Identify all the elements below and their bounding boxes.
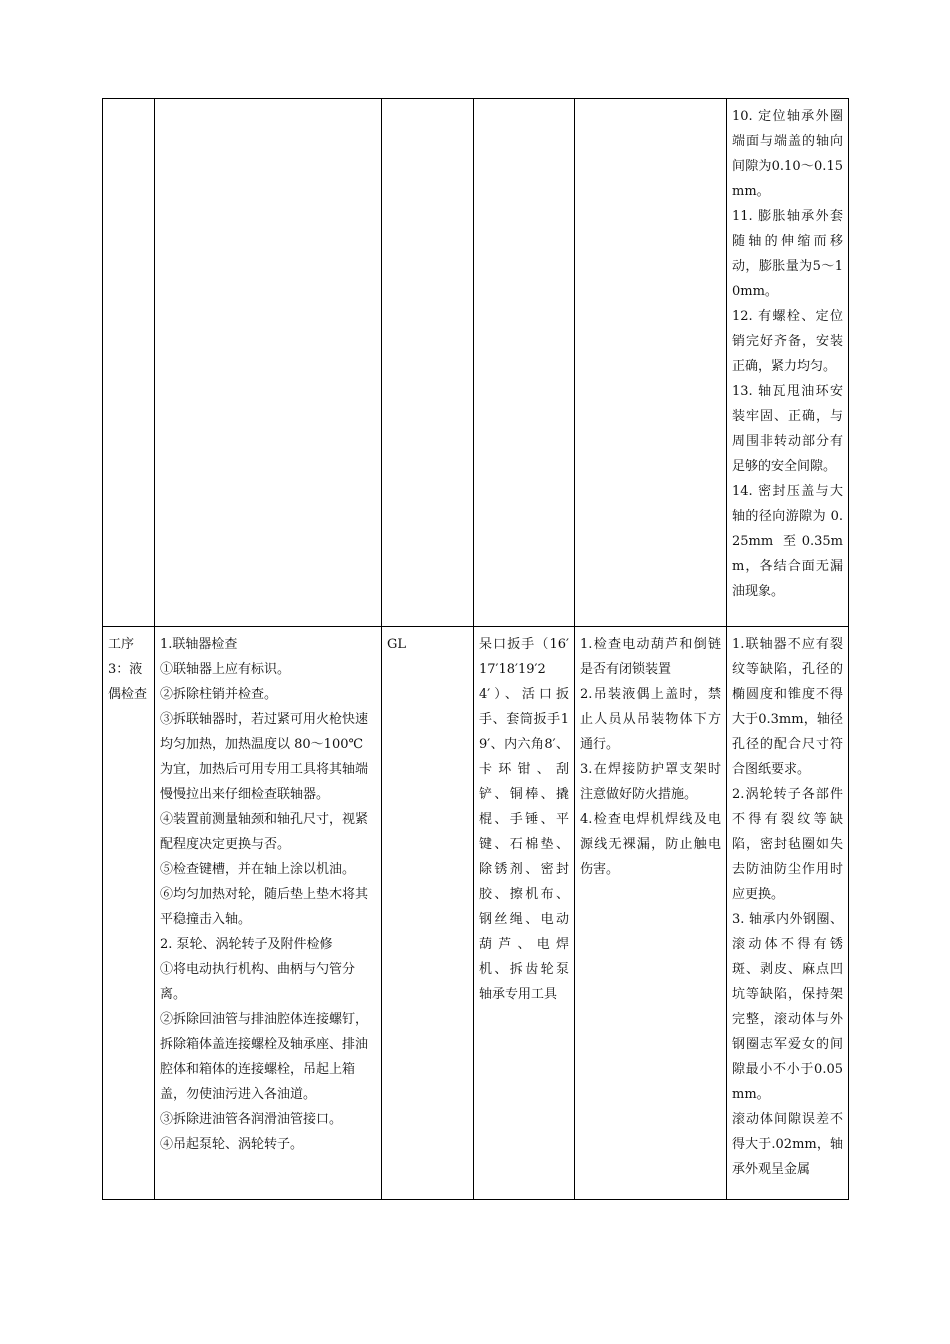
standard-item: 11. 膨胀轴承外套随轴的伸缩而移动，膨胀量为5～10mm。 xyxy=(732,209,843,299)
standard-item: 14. 密封压盖与大轴的径向游隙为 0.25mm 至0.35mm，各结合面无漏油现象。 xyxy=(732,484,843,599)
step-item: ④装置前测量轴颈和轴孔尺寸，视紧配程度决定更换与否。 xyxy=(160,812,369,852)
quality-code: GL xyxy=(387,637,407,652)
safety-item: 3.在焊接防护罩支架时注意做好防火措施。 xyxy=(580,762,721,802)
step-item: ②拆除回油管与排油腔体连接螺钉，拆除箱体盖连接螺栓及轴承座、排油腔体和箱体的连接螺栓，吊起上箱盖，勿使油污进入各油道。 xyxy=(160,1012,369,1102)
step-item: ①将电动执行机构、曲柄与勺管分离。 xyxy=(160,962,356,1002)
step-item: ②拆除柱销并检查。 xyxy=(160,687,278,702)
code-cell xyxy=(382,99,474,627)
step-item: ③拆联轴器时，若过紧可用火枪快速均匀加热，加热温度以 80～100℃为宜，加热后可用专用工具将其轴端慢慢拉出来仔细检查联轴器。 xyxy=(160,712,369,802)
standard-item: 12. 有螺栓、定位销完好齐备，安装正确，紧力均匀。 xyxy=(732,309,843,374)
table-row xyxy=(103,99,849,627)
safety-cell xyxy=(575,627,727,1200)
step-item: ⑥均匀加热对轮，随后垫上垫木将其平稳撞击入轴。 xyxy=(160,887,369,927)
process-cell xyxy=(103,627,155,1200)
safety-item: 2.吊装液偶上盖时，禁止人员从吊装物体下方通行。 xyxy=(580,687,721,752)
tools-list: 呆口扳手（16′17′18′19′24′）、活口扳手、套筒扳手19′、内六角8′、卡环钳、刮铲、铜棒、撬棍、手锤、平键、石棉垫、除锈剂、密封胶、擦机布、钢丝绳、电动葫芦、电焊机、拆齿轮泵轴承专用工具 xyxy=(479,637,569,1002)
standards-cell xyxy=(727,99,849,627)
step-item: ①联轴器上应有标识。 xyxy=(160,662,291,677)
step-item: 2. 泵轮、涡轮转子及附件检修 xyxy=(160,937,333,952)
standard-item: 13. 轴瓦甩油环安装牢固、正确，与周围非转动部分有足够的安全间隙。 xyxy=(732,384,843,474)
maintenance-procedure-table xyxy=(102,98,849,1200)
steps-cell xyxy=(155,99,382,627)
process-name: 工序3：液偶检查 xyxy=(108,637,148,702)
process-cell xyxy=(103,99,155,627)
standard-item: 2.涡轮转子各部件不得有裂纹等缺陷，密封毡圈如失去防油防尘作用时应更换。 xyxy=(732,787,843,902)
safety-item: 4.检查电焊机焊线及电源线无裸漏，防止触电伤害。 xyxy=(580,812,721,877)
safety-item: 1.检查电动葫芦和倒链是否有闭锁装置 xyxy=(580,637,721,677)
tools-cell xyxy=(474,99,575,627)
steps-cell xyxy=(155,627,382,1200)
standard-item: 1.联轴器不应有裂纹等缺陷，孔径的椭圆度和锥度不得大于0.3mm，轴径孔径的配合尺寸符合图纸要求。 xyxy=(732,637,843,777)
standard-item: 滚动体间隙误差不得大于.02mm，轴承外观呈金属 xyxy=(732,1112,843,1177)
standards-cell xyxy=(727,627,849,1200)
standard-item: 3. 轴承内外钢圈、滚动体不得有锈斑、剥皮、麻点凹坑等缺陷，保持架完整，滚动体与外钢圈志军爱女的间隙最小不小于0.05mm。 xyxy=(732,912,843,1102)
step-item: ④吊起泵轮、涡轮转子。 xyxy=(160,1137,304,1152)
tools-cell xyxy=(474,627,575,1200)
safety-cell xyxy=(575,99,727,627)
step-item: ⑤检查键槽，并在轴上涂以机油。 xyxy=(160,862,356,877)
standard-item: 10. 定位轴承外圈端面与端盖的轴向间隙为0.10～0.15mm。 xyxy=(732,109,843,199)
step-item: 1.联轴器检查 xyxy=(160,637,238,652)
step-item: ③拆除进油管各润滑油管接口。 xyxy=(160,1112,343,1127)
table-row xyxy=(103,627,849,1200)
code-cell xyxy=(382,627,474,1200)
